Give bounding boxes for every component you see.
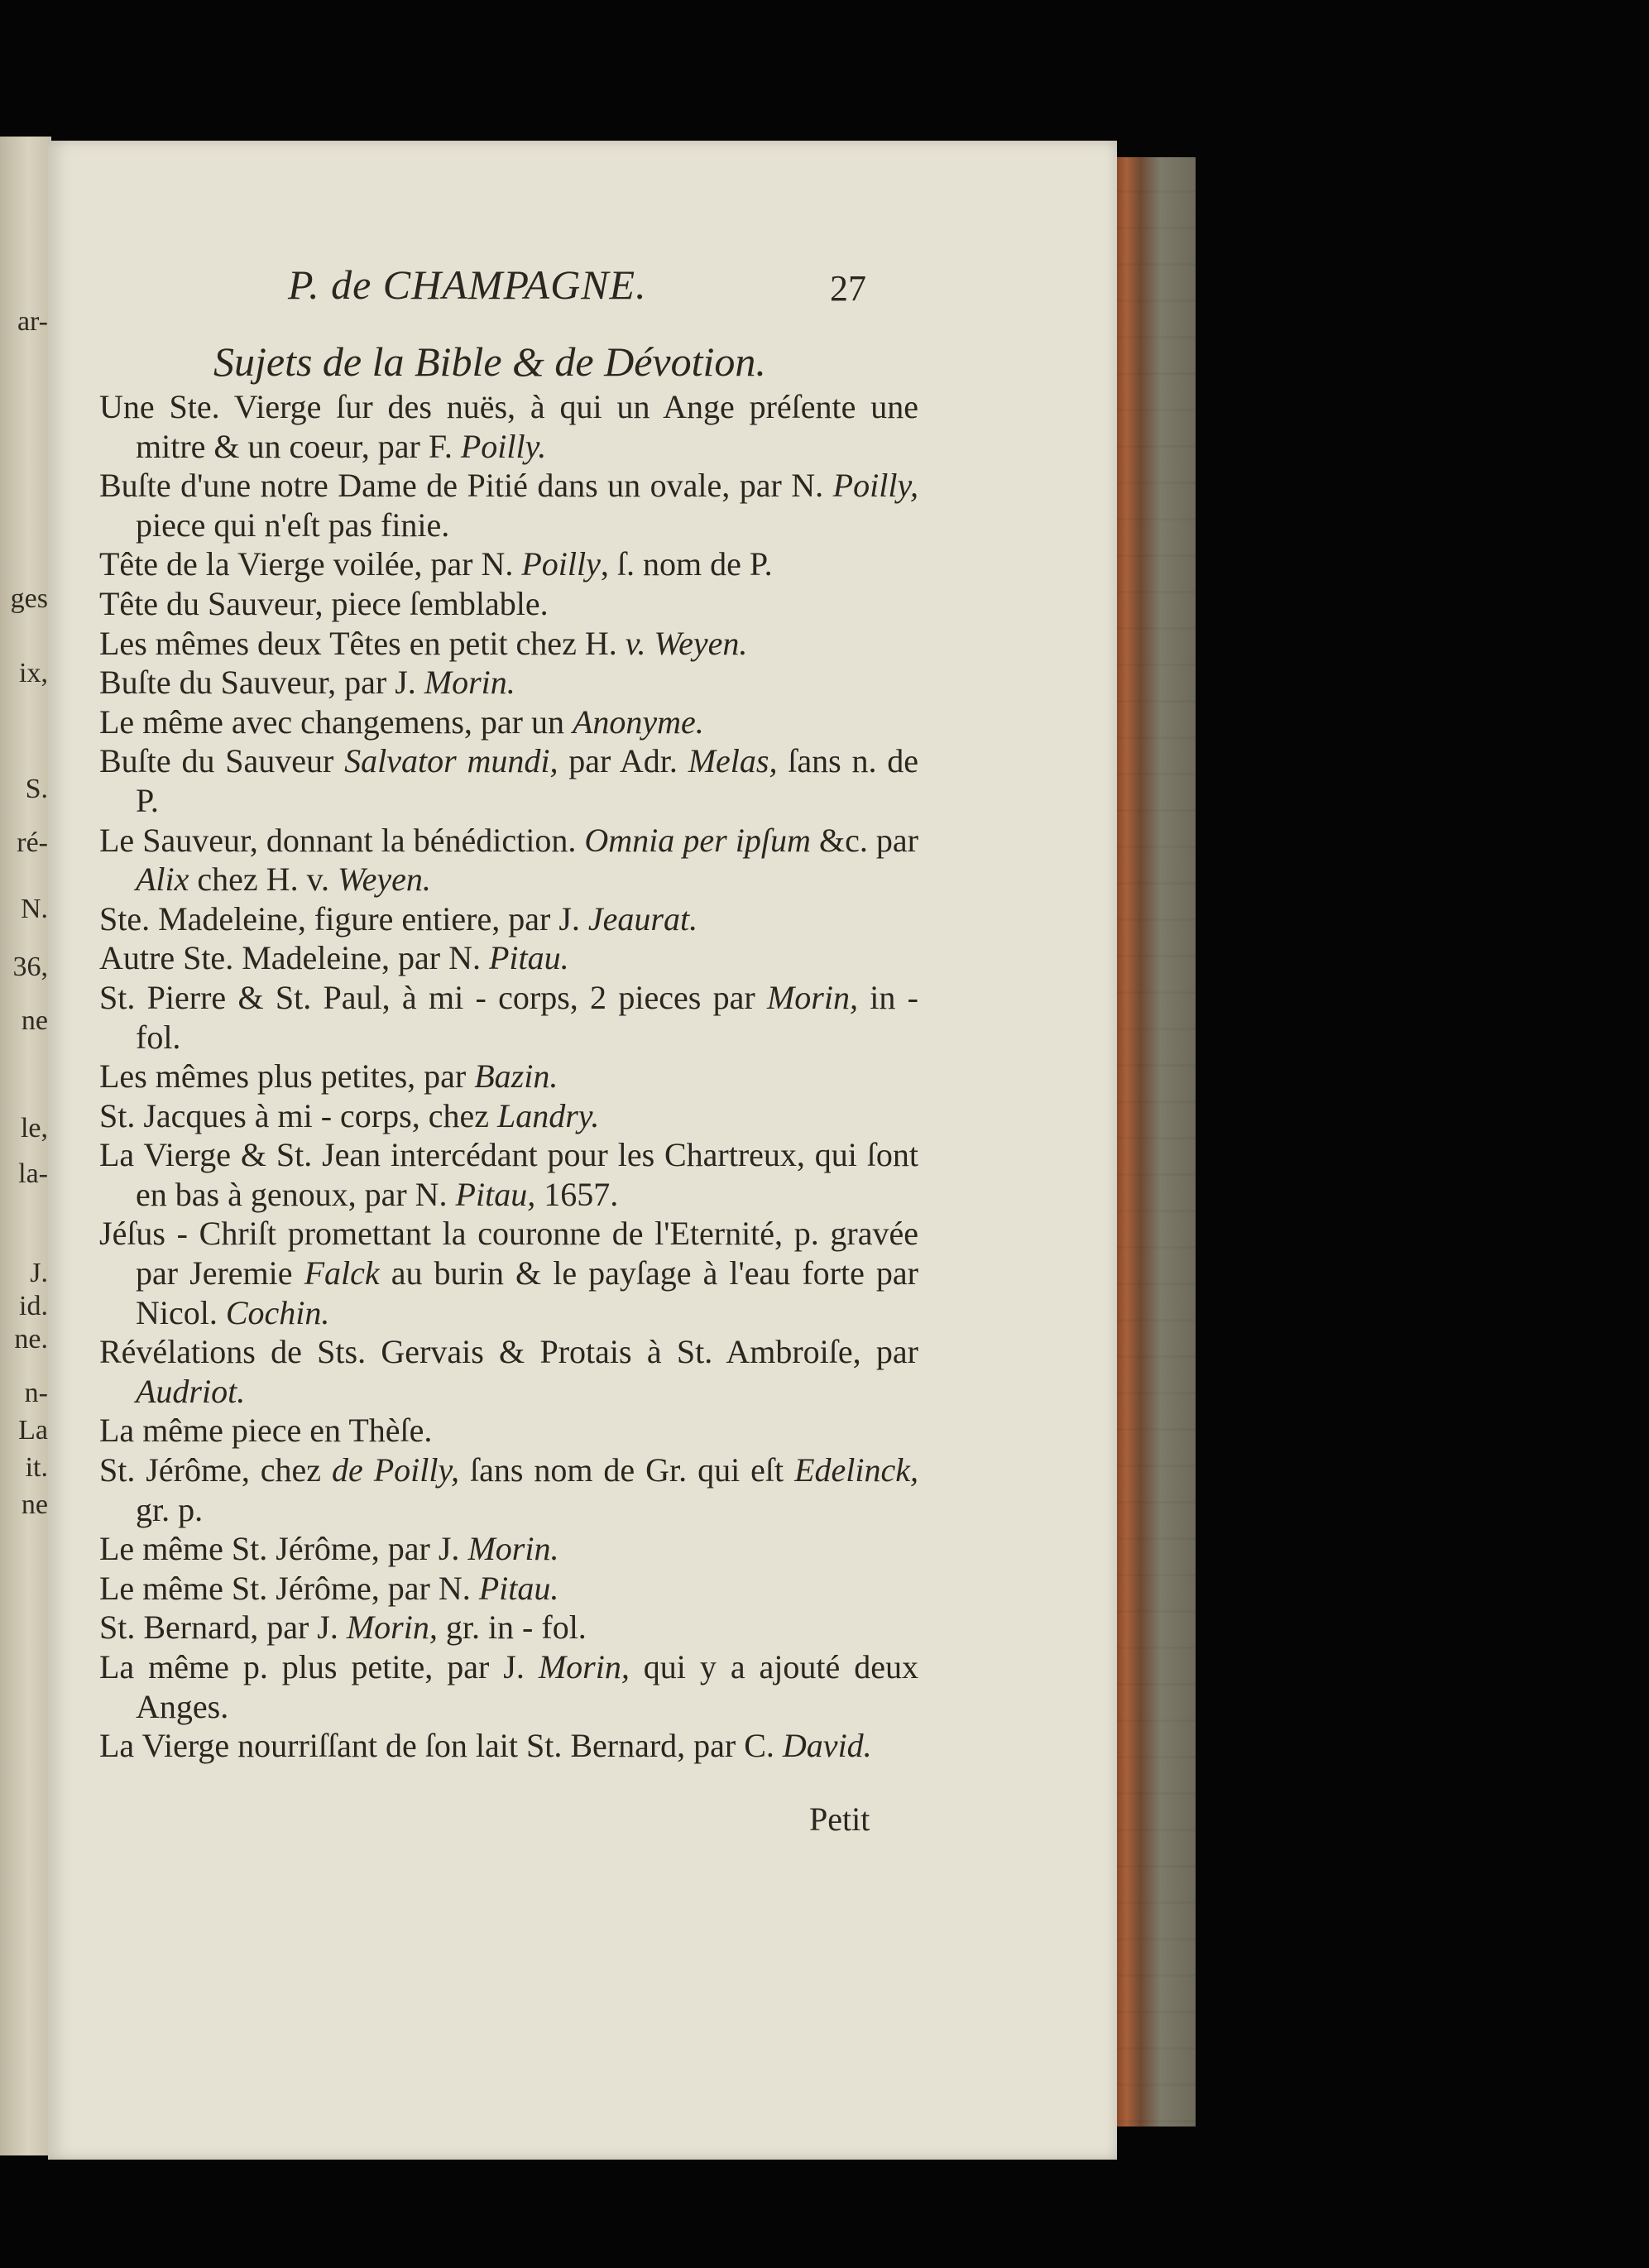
catalog-entry xyxy=(99,1608,918,1647)
entry-name-italic: Salvator mundi, xyxy=(344,742,558,780)
page-header xyxy=(48,261,1117,327)
entry-name-italic: Pitau, xyxy=(455,1175,536,1213)
catalog-entry xyxy=(99,938,918,978)
catalog-entry xyxy=(99,544,918,584)
entry-name-italic: Morin, xyxy=(346,1609,438,1647)
entry-text: Autre Ste. Madeleine, par N. xyxy=(99,939,489,977)
entry-name-italic: Morin. xyxy=(467,1530,559,1568)
catalog-entry xyxy=(99,741,918,820)
left-page-fragment: it. xyxy=(25,1452,48,1483)
entry-name-italic: v. Weyen. xyxy=(625,624,748,662)
running-head: P. de CHAMPAGNE. xyxy=(288,261,647,308)
left-page-edge xyxy=(0,137,51,2155)
catalog-entry xyxy=(99,978,918,1057)
catalog-entry xyxy=(99,1096,918,1136)
book-page xyxy=(48,141,1117,2160)
entry-text: Le même avec changemens, par un xyxy=(99,702,573,741)
entry-text: chez H. v. xyxy=(189,861,338,899)
entry-text: ſans n. de P. xyxy=(136,742,919,819)
catalog-entry xyxy=(99,663,918,702)
catalog-entry xyxy=(99,702,918,742)
left-page-fragment: le, xyxy=(20,1113,48,1144)
entry-text: par Adr. xyxy=(558,742,688,780)
catalog-entry xyxy=(99,821,918,899)
catalog-entry xyxy=(99,1450,918,1529)
left-page-fragment: ne xyxy=(21,1005,48,1036)
entry-text: Les mêmes deux Têtes en petit chez H. xyxy=(99,624,626,662)
entry-text: St. Pierre & St. Paul, à mi - corps, 2 pieces par xyxy=(99,978,767,1016)
section-title: Sujets de la Bible & de Dévotion. xyxy=(213,338,766,385)
entry-text: La Vierge & St. Jean intercédant pour les Chartreux, qui ſont en bas à genoux, par N. xyxy=(99,1136,918,1213)
entry-text: St. Jérôme, chez xyxy=(99,1451,332,1489)
catalog-entry xyxy=(99,1135,918,1214)
left-page-fragment: J. xyxy=(30,1258,48,1288)
left-page-fragment: n- xyxy=(24,1378,48,1408)
entry-text: &c. par xyxy=(810,821,918,859)
catalog-entry xyxy=(99,899,918,939)
left-page-fragment: N. xyxy=(20,894,48,924)
entry-name-italic: Pitau. xyxy=(488,939,569,977)
entry-text: Une Ste. Vierge ſur des nuës, à qui un Ange préſente une mitre & un coeur, par F. xyxy=(99,388,918,465)
catalog-entry xyxy=(99,1569,918,1609)
catalog-entry xyxy=(99,1057,918,1096)
entry-text: Buſte du Sauveur xyxy=(99,742,345,780)
left-page-fragment: ges xyxy=(10,583,48,614)
entry-text: au burin & le payſage à l'eau forte par Nicol. xyxy=(136,1254,918,1331)
entry-text: Tête du Sauveur, piece ſemblable. xyxy=(99,584,549,622)
catalog-entry xyxy=(99,624,918,664)
entry-name-italic: Landry. xyxy=(496,1096,600,1134)
page-number: 27 xyxy=(830,268,866,309)
entry-text: Ste. Madeleine, figure entiere, par J. xyxy=(99,899,588,937)
catalog-entry xyxy=(99,1214,918,1332)
entry-name-italic: Edelinck, xyxy=(794,1451,918,1489)
entry-text: 1657. xyxy=(535,1175,619,1213)
entry-name-italic: Jeaurat. xyxy=(587,899,698,937)
entry-name-italic: Poilly. xyxy=(460,427,547,465)
entry-text: Le même St. Jérôme, par N. xyxy=(99,1569,479,1607)
catalog-entry xyxy=(99,1411,918,1450)
entry-name-italic: Weyen. xyxy=(337,861,431,899)
entry-name-italic: Morin, xyxy=(538,1648,630,1685)
entry-text: La même p. plus petite, par J. xyxy=(99,1648,539,1685)
entry-text: qui y a ajouté deux Anges. xyxy=(136,1648,918,1725)
entry-text: St. Jacques à mi - corps, chez xyxy=(99,1096,497,1134)
entry-name-italic: Melas, xyxy=(688,742,778,780)
catalog-entry xyxy=(99,1726,918,1766)
entry-text: Tête de la Vierge voilée, par N. xyxy=(99,545,522,583)
left-page-fragment: la- xyxy=(18,1158,48,1189)
entry-name-italic: Alix xyxy=(136,861,189,899)
entry-text: Les mêmes plus petites, par xyxy=(99,1057,475,1096)
entry-text: gr. p. xyxy=(136,1490,204,1528)
entry-name-italic: Cochin. xyxy=(225,1293,330,1331)
entry-text: gr. in - fol. xyxy=(437,1609,587,1647)
entry-name-italic: Morin. xyxy=(424,664,515,702)
entry-text: St. Bernard, par J. xyxy=(99,1609,347,1647)
entry-name-italic: Poilly xyxy=(521,545,601,583)
entry-name-italic: Anonyme. xyxy=(572,702,704,741)
left-page-fragment: ne xyxy=(21,1489,48,1520)
entry-text: Le même St. Jérôme, par J. xyxy=(99,1530,468,1568)
entry-text: Révélations de Sts. Gervais & Protais à St. Ambroiſe, par xyxy=(99,1333,918,1371)
entry-name-italic: Pitau. xyxy=(478,1569,559,1607)
entry-name-italic: Morin, xyxy=(766,978,858,1016)
entry-text: La même piece en Thèſe. xyxy=(99,1412,433,1450)
left-page-fragment: ré- xyxy=(17,827,48,858)
left-page-fragment: ar- xyxy=(17,306,48,337)
entry-text: Le Sauveur, donnant la bénédiction. xyxy=(99,821,585,859)
entry-text: Jéſus - Chriſt promettant la couronne de l'Eternité, p. gravée par Jeremie xyxy=(99,1215,918,1292)
left-page-fragment: id. xyxy=(19,1291,48,1321)
book-fore-edge xyxy=(1117,157,1196,2127)
left-page-fragment: La xyxy=(18,1415,48,1446)
entry-list xyxy=(99,387,918,1766)
catalog-entry xyxy=(99,1529,918,1569)
entry-text: La Vierge nourriſſant de ſon lait St. Bernard, par C. xyxy=(99,1727,783,1765)
entry-text: Buſte d'une notre Dame de Pitié dans un ovale, par N. xyxy=(99,467,833,505)
entry-name-italic: Bazin. xyxy=(474,1057,558,1096)
entry-name-italic: de Poilly, xyxy=(331,1451,460,1489)
entry-name-italic: David. xyxy=(782,1727,872,1765)
left-page-fragment: ix, xyxy=(19,658,48,688)
entry-text: ſans nom de Gr. qui eſt xyxy=(459,1451,795,1489)
entry-name-italic: Audriot. xyxy=(136,1372,246,1410)
catalog-entry xyxy=(99,466,918,544)
entry-text: Buſte du Sauveur, par J. xyxy=(99,664,424,702)
catalog-entry xyxy=(99,1647,918,1726)
catchword: Petit xyxy=(809,1800,870,1838)
entry-name-italic: Falck xyxy=(304,1254,380,1292)
left-page-fragment: 36, xyxy=(12,952,48,982)
entry-name-italic: Omnia per ipſum xyxy=(584,821,811,859)
entry-text: , ſ. nom de P. xyxy=(600,545,773,583)
entry-text: piece qui n'eſt pas finie. xyxy=(136,506,450,544)
catalog-entry xyxy=(99,387,918,466)
left-page-fragment: S. xyxy=(25,774,48,804)
catalog-entry xyxy=(99,584,918,624)
entry-text: in - fol. xyxy=(136,978,918,1056)
catalog-entry xyxy=(99,1332,918,1411)
left-page-fragment: ne. xyxy=(14,1324,48,1355)
entry-name-italic: Poilly, xyxy=(832,467,918,505)
